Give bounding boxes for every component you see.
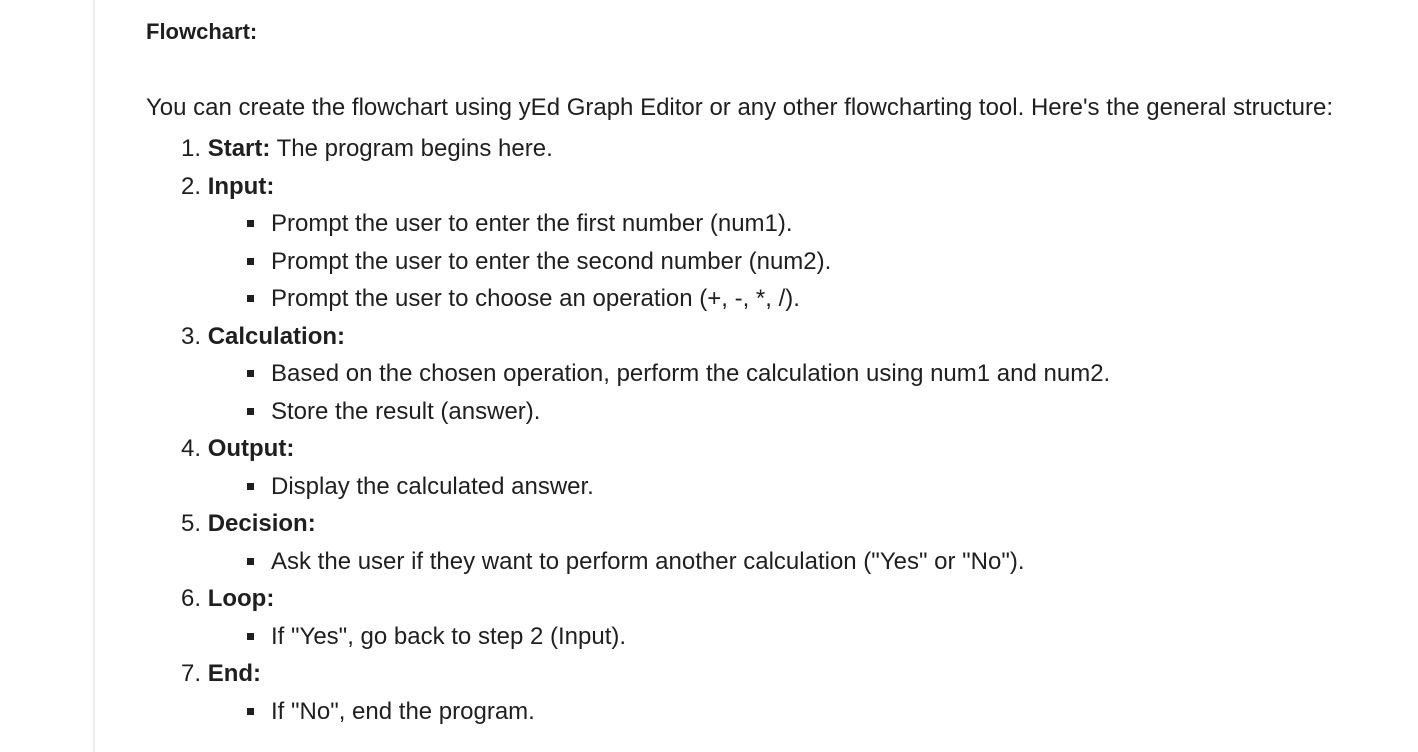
- square-bullet-icon: [247, 708, 254, 715]
- square-bullet-icon: [247, 295, 254, 302]
- left-divider: [93, 0, 95, 752]
- section-heading: Flowchart:: [146, 19, 258, 44]
- step-item: [146, 318, 1110, 431]
- square-bullet-icon: [247, 258, 254, 265]
- step-line: [146, 130, 1110, 168]
- steps-list: [146, 130, 1110, 730]
- square-bullet-icon: [247, 220, 254, 227]
- step-label: Start:: [207, 135, 271, 162]
- step-number: 3.: [181, 322, 202, 350]
- step-number: 1.: [181, 135, 202, 162]
- sub-item-text: If "Yes", go back to step 2 (Input).: [271, 622, 627, 650]
- step-line: [146, 168, 1110, 206]
- sub-list-item: [146, 393, 1110, 431]
- square-bullet-icon: [247, 370, 254, 377]
- step-label: Output:: [207, 435, 295, 462]
- step-label: Calculation:: [207, 322, 346, 350]
- step-line: [146, 580, 1110, 618]
- sub-item-text: Ask the user if they want to perform another calculation ("Yes" or "No").: [271, 547, 1025, 575]
- step-number: 4.: [181, 435, 202, 462]
- sub-item-text: Store the result (answer).: [271, 397, 541, 425]
- step-number: 5.: [181, 510, 202, 537]
- sub-list: [146, 693, 1110, 731]
- sub-item-text: Prompt the user to enter the second number (num2).: [271, 247, 832, 275]
- step-item: [146, 580, 1110, 655]
- sub-list-item: [146, 468, 1110, 506]
- square-bullet-icon: [247, 633, 254, 640]
- step-label: Input:: [207, 172, 275, 200]
- sub-list-item: [146, 243, 1110, 281]
- sub-list: [146, 543, 1110, 581]
- step-label: Loop:: [207, 585, 275, 612]
- step-line: [146, 505, 1110, 543]
- step-item: [146, 130, 1110, 168]
- sub-item-text: Based on the chosen operation, perform the calculation using num1 and num2.: [271, 360, 1111, 387]
- step-text: The program begins here.: [270, 135, 553, 162]
- sub-list: [146, 618, 1110, 656]
- sub-list: [146, 468, 1110, 506]
- intro-paragraph: You can create the flowchart using yEd Graph Editor or any other flowcharting tool. Here's the general structure:: [146, 94, 1334, 121]
- step-label: Decision:: [207, 510, 316, 537]
- step-number: 2.: [181, 172, 202, 200]
- step-line: [146, 430, 1110, 468]
- step-item: [146, 505, 1110, 580]
- square-bullet-icon: [247, 558, 254, 565]
- sub-list-item: [146, 280, 1110, 318]
- sub-list-item: [146, 618, 1110, 656]
- sub-item-text: Display the calculated answer.: [271, 472, 594, 500]
- step-line: [146, 318, 1110, 356]
- sub-list-item: [146, 205, 1110, 243]
- sub-item-text: Prompt the user to enter the first number (num1).: [271, 210, 793, 237]
- step-number: 7.: [181, 660, 202, 687]
- sub-list-item: [146, 543, 1110, 581]
- sub-list-item: [146, 355, 1110, 393]
- square-bullet-icon: [247, 408, 254, 415]
- sub-item-text: If "No", end the program.: [271, 697, 535, 725]
- sub-list: [146, 355, 1110, 430]
- step-item: [146, 168, 1110, 318]
- step-number: 6.: [181, 585, 202, 612]
- step-item: [146, 655, 1110, 730]
- sub-list-item: [146, 693, 1110, 731]
- step-label: End:: [207, 660, 262, 687]
- step-item: [146, 430, 1110, 505]
- square-bullet-icon: [247, 483, 254, 490]
- sub-list: [146, 205, 1110, 318]
- step-line: [146, 655, 1110, 693]
- sub-item-text: Prompt the user to choose an operation (+, -, *, /).: [271, 285, 800, 312]
